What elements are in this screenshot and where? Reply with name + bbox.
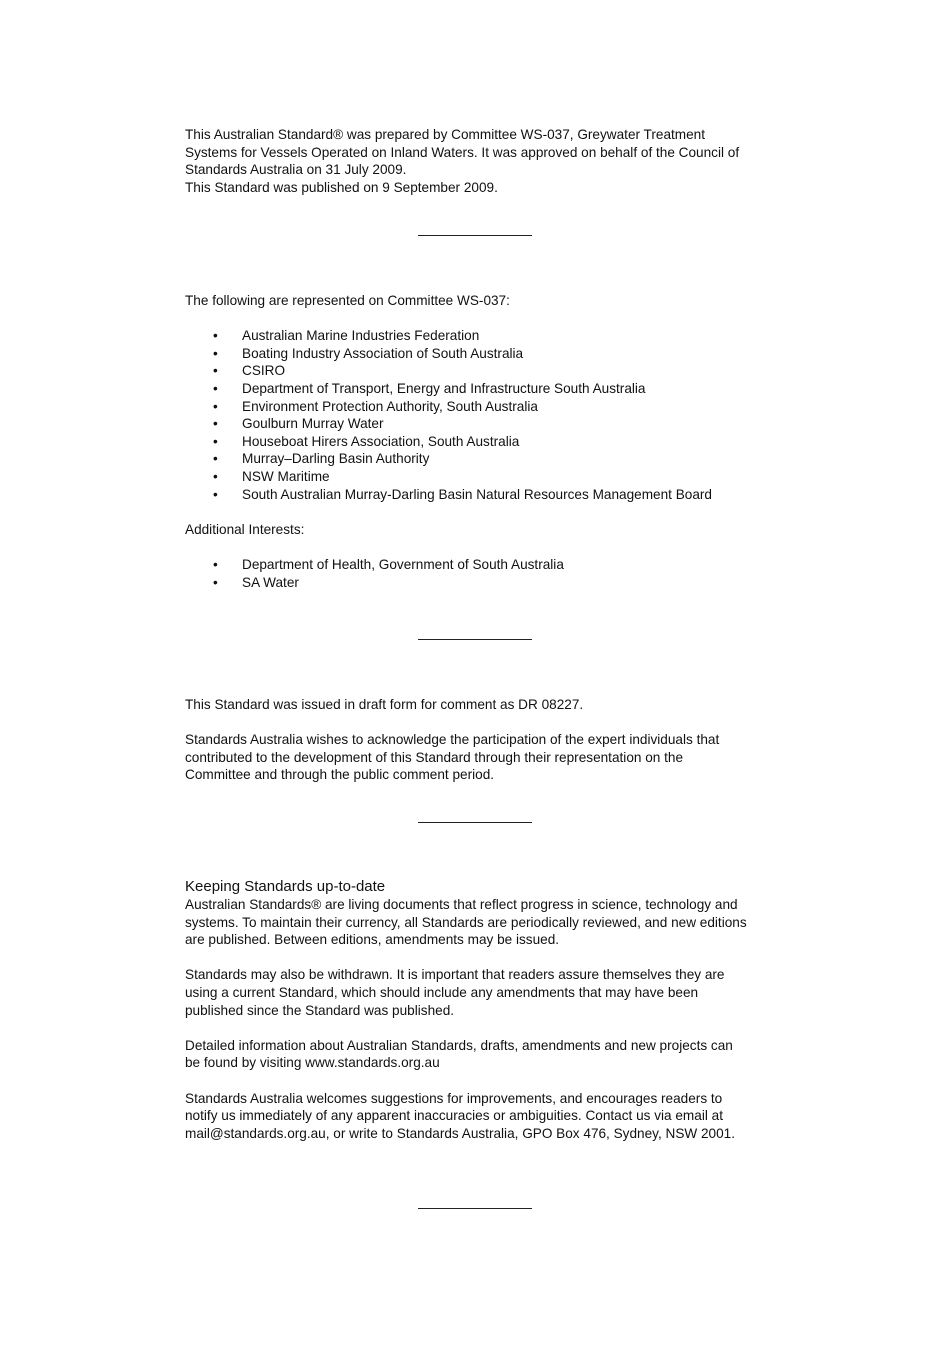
committee-section xyxy=(185,292,775,591)
list-item: • Goulburn Murray Water xyxy=(185,415,775,433)
committee-member-list xyxy=(185,327,775,503)
additional-interests-label: Additional Interests: xyxy=(185,521,305,537)
list-item: • Environment Protection Authority, South Australia xyxy=(185,398,775,416)
paragraph-line: published since the Standard was published. xyxy=(185,1002,455,1018)
committee-intro: The following are represented on Committee WS-037: xyxy=(185,293,510,308)
publication-date-line: This Standard was published on 9 September 2009. xyxy=(185,179,498,195)
list-item: • CSIRO xyxy=(185,362,775,380)
preparation-line: This Australian Standard® was prepared by Committee WS-037, Greywater Treatment xyxy=(185,127,706,142)
preparation-line: Systems for Vessels Operated on Inland Waters. It was approved on behalf of the Council of xyxy=(185,144,740,160)
section-divider xyxy=(418,1208,532,1209)
paragraph-line: using a current Standard, which should include any amendments that may have been xyxy=(185,984,699,1000)
keeping-standards-heading: Keeping Standards up-to-date xyxy=(185,878,386,895)
list-item: • South Australian Murray-Darling Basin Natural Resources Management Board xyxy=(185,486,775,504)
preparation-line: Standards Australia on 31 July 2009. xyxy=(185,162,407,178)
keeping-standards-section xyxy=(185,878,775,1142)
list-item: • NSW Maritime xyxy=(185,468,775,486)
section-divider xyxy=(418,235,532,236)
draft-section xyxy=(185,696,775,784)
list-item: • Houseboat Hirers Association, South Australia xyxy=(185,433,775,451)
list-item: • Department of Transport, Energy and Infrastructure South Australia xyxy=(185,380,775,398)
paragraph-line: Australian Standards® are living documents that reflect progress in science, technology and xyxy=(185,897,738,912)
list-item: • SA Water xyxy=(185,574,775,592)
acknowledgement-line: Committee and through the public comment period. xyxy=(185,767,495,783)
additional-interests-list xyxy=(185,556,775,591)
paragraph-line: be found by visiting www.standards.org.au xyxy=(185,1055,440,1071)
acknowledgement-line: Standards Australia wishes to acknowledge the participation of the expert individuals that xyxy=(185,732,720,748)
preparation-statement xyxy=(185,126,775,196)
paragraph-line: systems. To maintain their currency, all Standards are periodically reviewed, and new editions xyxy=(185,914,747,930)
list-item: • Australian Marine Industries Federation xyxy=(185,327,775,345)
draft-issued-text: This Standard was issued in draft form for comment as DR 08227. xyxy=(185,697,584,712)
paragraph-line: mail@standards.org.au, or write to Standards Australia, GPO Box 476, Sydney, NSW 2001. xyxy=(185,1125,736,1141)
acknowledgement-line: contributed to the development of this Standard through their representation on the xyxy=(185,749,684,765)
paragraph-line: notify us immediately of any apparent inaccuracies or ambiguities. Contact us via email at xyxy=(185,1108,723,1124)
paragraph-line: are published. Between editions, amendments may be issued. xyxy=(185,932,560,948)
section-divider xyxy=(418,639,532,640)
section-divider xyxy=(418,822,532,823)
list-item: • Boating Industry Association of South Australia xyxy=(185,345,775,363)
paragraph-line: Standards Australia welcomes suggestions for improvements, and encourages readers to xyxy=(185,1090,723,1106)
list-item: • Department of Health, Government of South Australia xyxy=(185,556,775,574)
list-item: • Murray–Darling Basin Authority xyxy=(185,450,775,468)
paragraph-line: Standards may also be withdrawn. It is important that readers assure themselves they are xyxy=(185,967,725,983)
paragraph-line: Detailed information about Australian Standards, drafts, amendments and new projects can xyxy=(185,1037,733,1053)
